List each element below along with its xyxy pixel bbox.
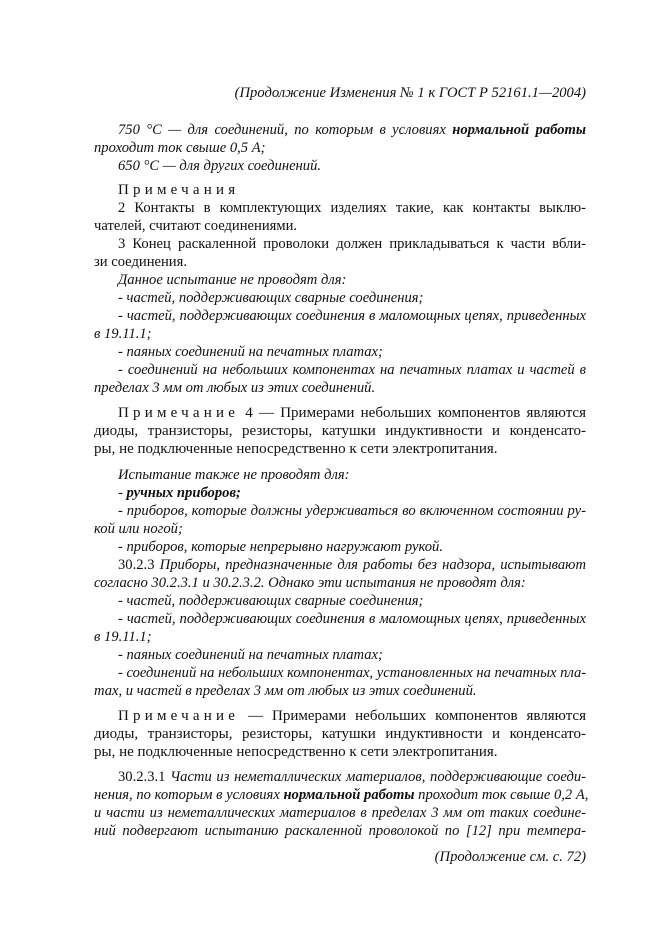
section-30-2-3-line-1: 30.2.3 Приборы, предназначенные для работы без надзора, испытывают bbox=[118, 557, 586, 573]
not-tested-item-4-line-1: - соединений на небольших компонентах на печатных платах и частей в bbox=[118, 362, 586, 378]
section-30-2-3-1-line-4: ний подвергают испытанию раскаленной проволокой по [12] при темпера- bbox=[94, 823, 586, 839]
section-30-2-3-item-3: - паяных соединений на печатных платах; bbox=[118, 647, 383, 663]
not-tested-2-intro: Испытание также не проводят для: bbox=[118, 467, 350, 483]
section-30-2-3-item-4-line-1: - соединений на небольших компонентах, установленных на печатных пла- bbox=[118, 665, 587, 681]
note-4-line-3: ры, не подключенные непосредственно к сети электропитания. bbox=[94, 441, 498, 457]
section-30-2-3-1-line-1: 30.2.3.1 Части из неметаллических материалов, поддерживающие соеди- bbox=[118, 769, 587, 785]
temp-line-3: 650 °С — для других соединений. bbox=[118, 158, 322, 174]
note-2-line-2: чателей, считают соединениями. bbox=[94, 218, 298, 234]
section-30-2-3-item-4-line-2: тах, и частей в пределах 3 мм от любых из этих соединений. bbox=[94, 683, 477, 699]
section-30-2-3-line-2: согласно 30.2.3.1 и 30.2.3.2. Однако эти испытания не проводят для: bbox=[94, 575, 526, 591]
not-tested-item-2-line-2: в 19.11.1; bbox=[94, 326, 152, 342]
note-5-line-2: диоды, транзисторы, резисторы, катушки индуктивности и конденсато- bbox=[94, 726, 586, 742]
not-tested-item-4-line-2: пределах 3 мм от любых из этих соединений. bbox=[94, 380, 376, 396]
not-tested-2-item-2-line-2: кой или ногой; bbox=[94, 521, 183, 537]
note-4-line-2: диоды, транзисторы, резисторы, катушки индуктивности и конденсато- bbox=[94, 423, 586, 439]
note-5-line-1: Примечание — Примерами небольших компонентов являются bbox=[118, 708, 586, 724]
section-30-2-3-1-line-3: и части из неметаллических материалов в пределах 3 мм от таких соедине- bbox=[94, 805, 586, 821]
section-30-2-3-item-2-line-1: - частей, поддерживающих соединения в маломощных цепях, приведенных bbox=[118, 611, 586, 627]
note-5-line-3: ры, не подключенные непосредственно к сети электропитания. bbox=[94, 744, 498, 760]
not-tested-item-3: - паяных соединений на печатных платах; bbox=[118, 344, 383, 360]
not-tested-intro: Данное испытание не проводят для: bbox=[118, 272, 347, 288]
not-tested-item-2-line-1: - частей, поддерживающих соединения в маломощных цепях, приведенных bbox=[118, 308, 586, 324]
section-30-2-3-1-line-2: нения, по которым в условиях нормальной работы проходит ток свыше 0,2 А, bbox=[94, 787, 589, 803]
not-tested-2-item-1: - ручных приборов; bbox=[118, 485, 241, 501]
section-30-2-3-item-2-line-2: в 19.11.1; bbox=[94, 629, 152, 645]
note-3-line-2: зи соединения. bbox=[94, 254, 187, 270]
continuation-footer: (Продолжение см. с. 72) bbox=[434, 849, 586, 865]
page-header: (Продолжение Изменения № 1 к ГОСТ Р 52161.1—2004) bbox=[234, 85, 586, 101]
section-30-2-3-item-1: - частей, поддерживающих сварные соединения; bbox=[118, 593, 424, 609]
temp-line-1: 750 °С — для соединений, по которым в условиях нормальной работы bbox=[118, 122, 587, 138]
not-tested-2-item-2-line-1: - приборов, которые должны удерживаться во включенном состоянии ру- bbox=[118, 503, 586, 519]
note-2-line-1: 2 Контакты в комплектующих изделиях такие, как контакты выклю- bbox=[118, 200, 586, 216]
note-4-line-1: Примечание 4 — Примерами небольших компонентов являются bbox=[118, 405, 586, 421]
note-3-line-1: 3 Конец раскаленной проволоки должен прикладываться к части вбли- bbox=[118, 236, 586, 252]
not-tested-item-1: - частей, поддерживающих сварные соединения; bbox=[118, 290, 424, 306]
not-tested-2-item-3: - приборов, которые непрерывно нагружают рукой. bbox=[118, 539, 443, 555]
temp-line-2: проходит ток свыше 0,5 А; bbox=[94, 140, 266, 156]
notes-heading: Примечания bbox=[118, 182, 240, 198]
